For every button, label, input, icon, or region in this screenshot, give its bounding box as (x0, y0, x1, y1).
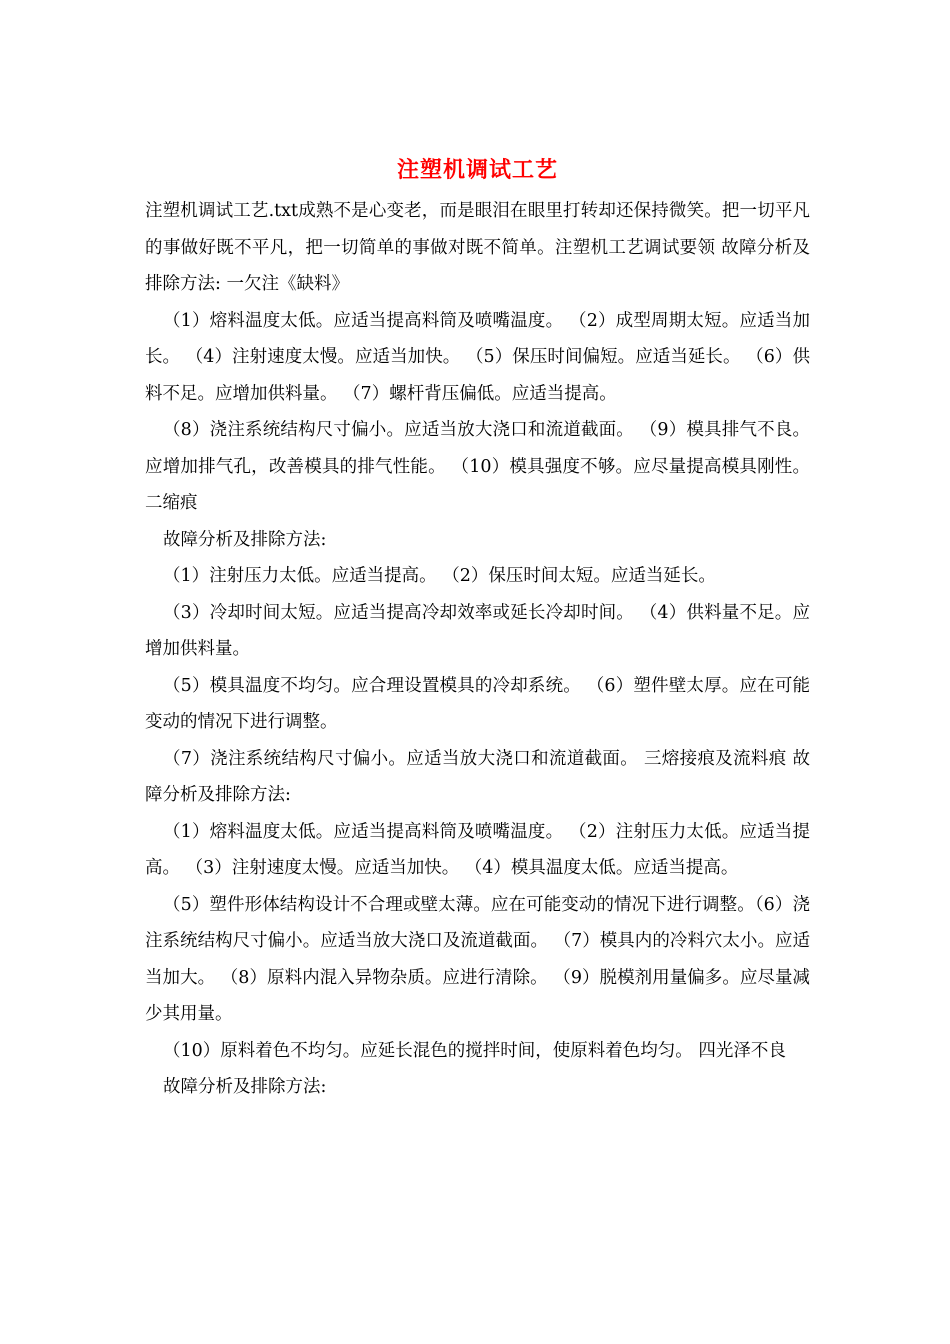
paragraph: （10）原料着色不均匀。应延长混色的搅拌时间，使原料着色均匀。 四光泽不良 (163, 1040, 786, 1061)
paragraph: （8）浇注系统结构尺寸偏小。应适当放大浇口和流道截面。 （9）模具排气不良。应增加排气孔，改善模具的排气性能。 （10）模具强度不够。应尽量提高模具刚性。 二缩痕 (145, 420, 810, 513)
paragraph: （5）模具温度不均匀。应合理设置模具的冷却系统。 （6）塑件壁太厚。应在可能变动的情况下进行调整。 (145, 675, 810, 732)
paragraph: （7）浇注系统结构尺寸偏小。应适当放大浇口和流道截面。 三熔接痕及流料痕 故障分析及排除方法: (145, 748, 810, 805)
paragraph: （1）熔料温度太低。应适当提高料筒及喷嘴温度。 （2）成型周期太短。应适当加长。 （4）注射速度太慢。应适当加快。 （5）保压时间偏短。应适当延长。 （6）供料不足。应增加供料量。 （7）螺杆背压偏低。应适当提高。 (145, 310, 810, 404)
paragraph: 故障分析及排除方法: (163, 1077, 327, 1097)
paragraph: （3）冷却时间太短。应适当提高冷却效率或延长冷却时间。 （4）供料量不足。应增加供料量。 (145, 602, 810, 659)
paragraph: 故障分析及排除方法: (163, 529, 327, 550)
paragraph: （5）塑件形体结构设计不合理或壁太薄。应在可能变动的情况下进行调整。（6）浇注系统结构尺寸偏小。应适当放大浇口及流道截面。 （7）模具内的冷料穴太小。应适当加大。 （8）原料内混入异物杂质。应进行清除。 （9）脱模剂用量偏多。应尽量减少其用量。 (145, 894, 810, 1024)
paragraph: 注塑机调试工艺.txt成熟不是心变老，而是眼泪在眼里打转却还保持微笑。把一切平凡的事做好既不平凡，把一切简单的事做对既不简单。注塑机工艺调试要领 故障分析及排除方法: 一欠注《缺料》 (145, 201, 810, 294)
document-body (145, 193, 810, 1106)
paragraph: （1）注射压力太低。应适当提高。 （2）保压时间太短。应适当延长。 (163, 566, 716, 586)
document-title: 注塑机调试工艺 (396, 157, 558, 183)
paragraph: （1）熔料温度太低。应适当提高料筒及喷嘴温度。 （2）注射压力太低。应适当提高。 （3）注射速度太慢。应适当加快。 （4）模具温度太低。应适当提高。 (145, 821, 810, 878)
document-page (145, 0, 810, 1344)
